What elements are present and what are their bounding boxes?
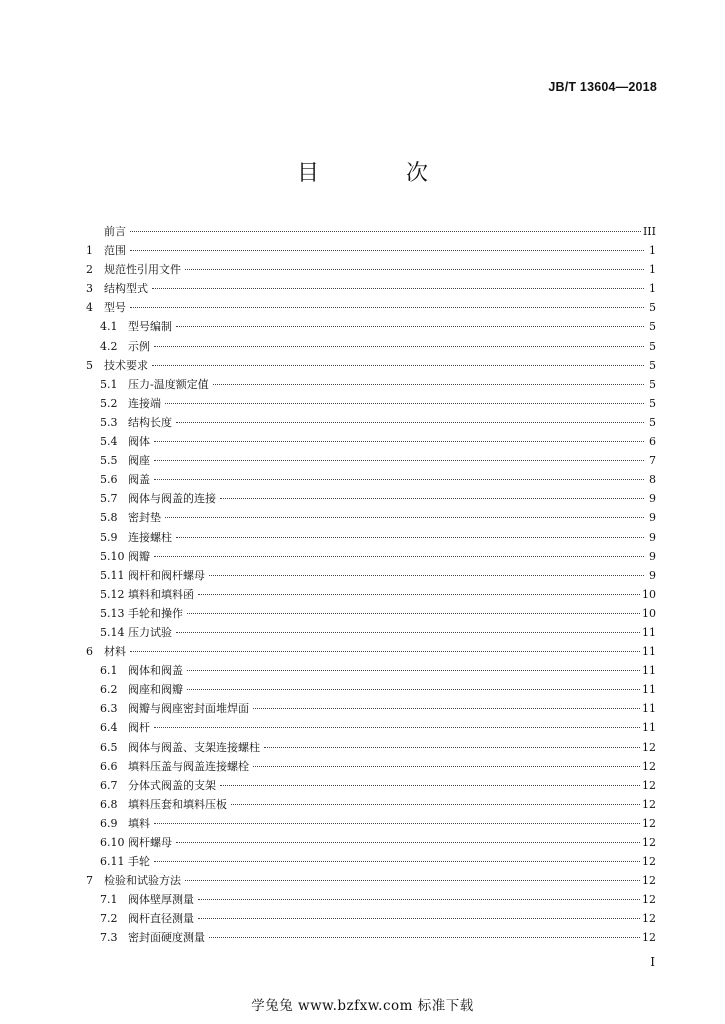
- toc-entry[interactable]: [86, 279, 656, 298]
- toc-entry-label: 型号编制: [128, 320, 172, 334]
- toc-entry-page: 12: [642, 740, 656, 754]
- toc-entry-label: 型号: [104, 301, 126, 315]
- toc-entry-label: 技术要求: [104, 358, 148, 372]
- toc-leader-dots: [154, 860, 640, 862]
- toc-leader-dots: [154, 440, 644, 442]
- toc-entry-label: 填料压盖与阀盖连接螺栓: [128, 759, 249, 773]
- toc-entry-page: 9: [649, 530, 656, 544]
- toc-entry-page: 11: [642, 625, 656, 639]
- toc-entry-number: 4.1: [100, 320, 118, 334]
- toc-leader-dots: [154, 478, 644, 480]
- toc-entry[interactable]: [86, 566, 656, 585]
- toc-entry[interactable]: [86, 814, 656, 833]
- toc-entry[interactable]: [86, 337, 656, 356]
- toc-entry[interactable]: [86, 757, 656, 776]
- toc-entry-number: 6.5: [100, 740, 118, 754]
- toc-entry-page: 10: [642, 587, 656, 601]
- toc-leader-dots: [231, 803, 640, 805]
- toc-entry-number: 6.3: [100, 702, 118, 716]
- toc-leader-dots: [176, 536, 644, 538]
- toc-entry[interactable]: [86, 795, 656, 814]
- toc-entry[interactable]: [86, 528, 656, 547]
- toc-leader-dots: [176, 841, 640, 843]
- toc-leader-dots: [209, 936, 640, 938]
- toc-leader-dots: [176, 631, 640, 633]
- toc-entry-number: 6.10: [100, 836, 125, 849]
- toc-leader-dots: [220, 784, 640, 786]
- toc-entry-label: 阀瓣与阀座密封面堆焊面: [128, 702, 249, 716]
- toc-entry-label: 阀座: [128, 454, 150, 468]
- toc-entry[interactable]: [86, 375, 656, 394]
- toc-entry-number: 2: [86, 263, 93, 277]
- toc-entry[interactable]: [86, 451, 656, 470]
- toc-leader-dots: [198, 917, 640, 919]
- toc-entry-page: 9: [649, 511, 656, 525]
- toc-entry[interactable]: [86, 909, 656, 928]
- toc-entry-page: 12: [642, 797, 656, 811]
- toc-leader-dots: [176, 325, 644, 327]
- toc-entry-label: 阀瓣: [128, 549, 150, 563]
- toc-entry-page: 11: [642, 664, 656, 678]
- toc-entry-page: 8: [649, 473, 656, 487]
- toc-leader-dots: [154, 345, 644, 347]
- toc-entry-label: 检验和试验方法: [104, 874, 181, 888]
- standard-code: JB/T 13604—2018: [548, 80, 657, 94]
- toc-entry-page: 10: [642, 606, 656, 620]
- toc-entry-label: 阀杆和阀杆螺母: [128, 568, 205, 582]
- toc-entry-page: 5: [649, 339, 656, 353]
- toc-entry-page: 12: [642, 874, 656, 888]
- toc-entry-number: 4.2: [100, 339, 118, 353]
- toc-entry[interactable]: [86, 661, 656, 680]
- toc-leader-dots: [152, 287, 644, 289]
- toc-entry-number: 5.3: [100, 415, 118, 429]
- toc-entry[interactable]: [86, 432, 656, 451]
- toc-entry-page: 9: [649, 549, 656, 563]
- toc-entry[interactable]: [86, 489, 656, 508]
- toc-entry-page: 5: [649, 415, 656, 429]
- toc-entry[interactable]: [86, 738, 656, 757]
- toc-leader-dots: [176, 421, 644, 423]
- toc-leader-dots: [165, 516, 644, 518]
- toc-entry-label: 阀体和阀盖: [128, 664, 183, 678]
- toc-leader-dots: [264, 746, 640, 748]
- toc-entry-label: 阀杆: [128, 721, 150, 735]
- toc-leader-dots: [130, 249, 644, 251]
- toc-entry[interactable]: [86, 928, 656, 947]
- toc-leader-dots: [209, 574, 644, 576]
- page-number: I: [650, 955, 655, 969]
- toc-entry-label: 材料: [104, 645, 126, 659]
- toc-entry-page: 11: [642, 702, 656, 716]
- toc-entry-number: 6.4: [100, 721, 118, 735]
- toc-entry-number: 5: [86, 358, 93, 372]
- toc-entry-number: 7.2: [100, 912, 118, 926]
- toc-entry-page: 11: [642, 645, 656, 659]
- toc-leader-dots: [130, 306, 644, 308]
- toc-entry-number: 6.6: [100, 759, 118, 773]
- toc-entry-label: 手轮: [128, 855, 150, 869]
- toc-leader-dots: [213, 383, 644, 385]
- toc-leader-dots: [185, 879, 640, 881]
- toc-entry-number: 6.8: [100, 797, 118, 811]
- toc-leader-dots: [220, 497, 644, 499]
- toc-entry-label: 结构长度: [128, 415, 172, 429]
- toc-entry-label: 规范性引用文件: [104, 263, 181, 277]
- toc-entry-page: 5: [649, 377, 656, 391]
- toc-entry-page: 5: [649, 396, 656, 410]
- toc-entry-label: 前言: [104, 225, 126, 238]
- toc-entry-page: 1: [649, 282, 656, 296]
- toc-entry-label: 阀体与阀盖、支架连接螺柱: [128, 740, 260, 754]
- toc-entry-page: 1: [649, 263, 656, 277]
- toc-entry-page: 12: [642, 778, 656, 792]
- toc-entry[interactable]: [86, 852, 656, 871]
- toc-entry-label: 示例: [128, 339, 150, 353]
- toc-entry[interactable]: [86, 585, 656, 604]
- toc-entry[interactable]: [86, 604, 656, 623]
- toc-entry-label: 阀座和阀瓣: [128, 683, 183, 697]
- toc-entry-label: 分体式阀盖的支架: [128, 778, 216, 792]
- toc-entry-number: 6.2: [100, 683, 118, 697]
- toc-entry-number: 5.2: [100, 396, 118, 410]
- toc-entry-number: 4: [86, 301, 93, 315]
- toc-entry-label: 阀体壁厚测量: [128, 893, 194, 907]
- toc-entry-label: 密封垫: [128, 511, 161, 525]
- toc-leader-dots: [187, 688, 640, 690]
- footer-watermark: 学兔兔 www.bzfxw.com 标准下载: [251, 998, 474, 1014]
- toc-entry[interactable]: [86, 298, 656, 317]
- toc-entry-label: 范围: [104, 244, 126, 258]
- toc-entry-number: 5.4: [100, 435, 118, 449]
- table-of-contents: [86, 222, 656, 948]
- toc-entry[interactable]: [86, 833, 656, 852]
- toc-entry-number: 6.11: [100, 855, 125, 869]
- toc-entry-number: 5.9: [100, 530, 118, 544]
- toc-entry[interactable]: [86, 547, 656, 566]
- toc-entry-label: 填料: [128, 816, 150, 830]
- toc-entry[interactable]: [86, 508, 656, 527]
- toc-entry[interactable]: [86, 413, 656, 432]
- toc-entry-page: 1: [649, 244, 656, 258]
- toc-entry-page: 5: [649, 320, 656, 334]
- toc-entry[interactable]: [86, 356, 656, 375]
- toc-leader-dots: [185, 268, 644, 270]
- toc-leader-dots: [154, 459, 644, 461]
- toc-leader-dots: [253, 765, 640, 767]
- toc-leader-dots: [253, 707, 640, 709]
- toc-leader-dots: [152, 364, 644, 366]
- toc-entry-page: 5: [649, 358, 656, 372]
- toc-entry-page: 12: [642, 759, 656, 773]
- toc-entry-page: 6: [649, 435, 656, 449]
- toc-entry[interactable]: [86, 718, 656, 737]
- toc-entry[interactable]: [86, 470, 656, 489]
- toc-entry-page: 12: [642, 931, 656, 945]
- toc-leader-dots: [187, 612, 640, 614]
- toc-entry-number: 5.8: [100, 511, 118, 525]
- toc-entry-number: 1: [86, 244, 93, 258]
- toc-entry-number: 6.7: [100, 778, 118, 792]
- toc-entry-number: 6.1: [100, 664, 118, 678]
- toc-entry-label: 阀体: [128, 435, 150, 449]
- toc-entry-page: 12: [642, 855, 656, 869]
- toc-entry[interactable]: [86, 222, 656, 241]
- toc-leader-dots: [130, 650, 640, 652]
- toc-entry-label: 压力-温度额定值: [128, 377, 209, 391]
- toc-entry-number: 3: [86, 282, 93, 296]
- toc-leader-dots: [154, 822, 640, 824]
- toc-entry-number: 5.14: [100, 625, 125, 639]
- toc-entry-label: 阀杆直径测量: [128, 912, 194, 926]
- toc-entry-page: 5: [649, 301, 656, 315]
- toc-entry-page: 12: [642, 893, 656, 907]
- toc-leader-dots: [154, 726, 640, 728]
- toc-entry-number: 5.5: [100, 454, 118, 468]
- toc-entry[interactable]: [86, 680, 656, 699]
- toc-entry[interactable]: [86, 260, 656, 279]
- toc-entry-page: 12: [642, 816, 656, 830]
- toc-entry-label: 连接端: [128, 396, 161, 410]
- toc-entry-label: 手轮和操作: [128, 606, 183, 620]
- toc-entry-number: 5.13: [100, 606, 125, 620]
- toc-entry-number: 6: [86, 645, 93, 659]
- toc-entry-label: 结构型式: [104, 282, 148, 296]
- toc-entry-number: 5.6: [100, 473, 118, 487]
- toc-entry[interactable]: [86, 699, 656, 718]
- toc-entry-number: 5.12: [100, 587, 125, 601]
- toc-entry-label: 压力试验: [128, 625, 172, 639]
- toc-entry-label: 填料和填料函: [128, 587, 194, 601]
- toc-entry-label: 密封面硬度测量: [128, 931, 205, 945]
- toc-leader-dots: [198, 898, 640, 900]
- toc-entry-page: 9: [649, 568, 656, 582]
- toc-leader-dots: [198, 593, 640, 595]
- toc-entry-number: 7.1: [100, 893, 118, 907]
- toc-leader-dots: [165, 402, 644, 404]
- page-title: 目 次: [297, 161, 468, 186]
- toc-entry[interactable]: [86, 317, 656, 336]
- toc-entry[interactable]: [86, 776, 656, 795]
- toc-entry-number: 5.11: [100, 568, 125, 582]
- toc-leader-dots: [154, 555, 644, 557]
- toc-entry-page: 9: [649, 492, 656, 506]
- toc-entry[interactable]: [86, 871, 656, 890]
- toc-entry[interactable]: [86, 642, 656, 661]
- toc-entry-number: 6.9: [100, 816, 118, 830]
- toc-entry-page: 12: [642, 836, 656, 849]
- toc-entry-label: 填料压套和填料压板: [128, 797, 227, 811]
- toc-entry-label: 阀盖: [128, 473, 150, 487]
- toc-entry-number: 5.10: [100, 549, 125, 563]
- toc-entry-number: 7: [86, 874, 93, 888]
- toc-entry-page: 11: [642, 721, 656, 735]
- toc-entry-number: 7.3: [100, 931, 118, 945]
- toc-entry[interactable]: [86, 623, 656, 642]
- toc-entry-label: 连接螺柱: [128, 530, 172, 544]
- toc-entry-page: 12: [642, 912, 656, 926]
- toc-entry-label: 阀体与阀盖的连接: [128, 492, 216, 506]
- toc-entry[interactable]: [86, 890, 656, 909]
- toc-leader-dots: [130, 230, 641, 232]
- toc-entry-number: 5.7: [100, 492, 118, 506]
- toc-entry-number: 5.1: [100, 377, 118, 391]
- toc-entry-page: III: [642, 225, 656, 238]
- toc-entry[interactable]: [86, 241, 656, 260]
- toc-entry-page: 7: [649, 454, 656, 468]
- toc-entry-page: 11: [642, 683, 656, 697]
- toc-entry[interactable]: [86, 394, 656, 413]
- toc-leader-dots: [187, 669, 640, 671]
- toc-entry-label: 阀杆螺母: [128, 836, 172, 849]
